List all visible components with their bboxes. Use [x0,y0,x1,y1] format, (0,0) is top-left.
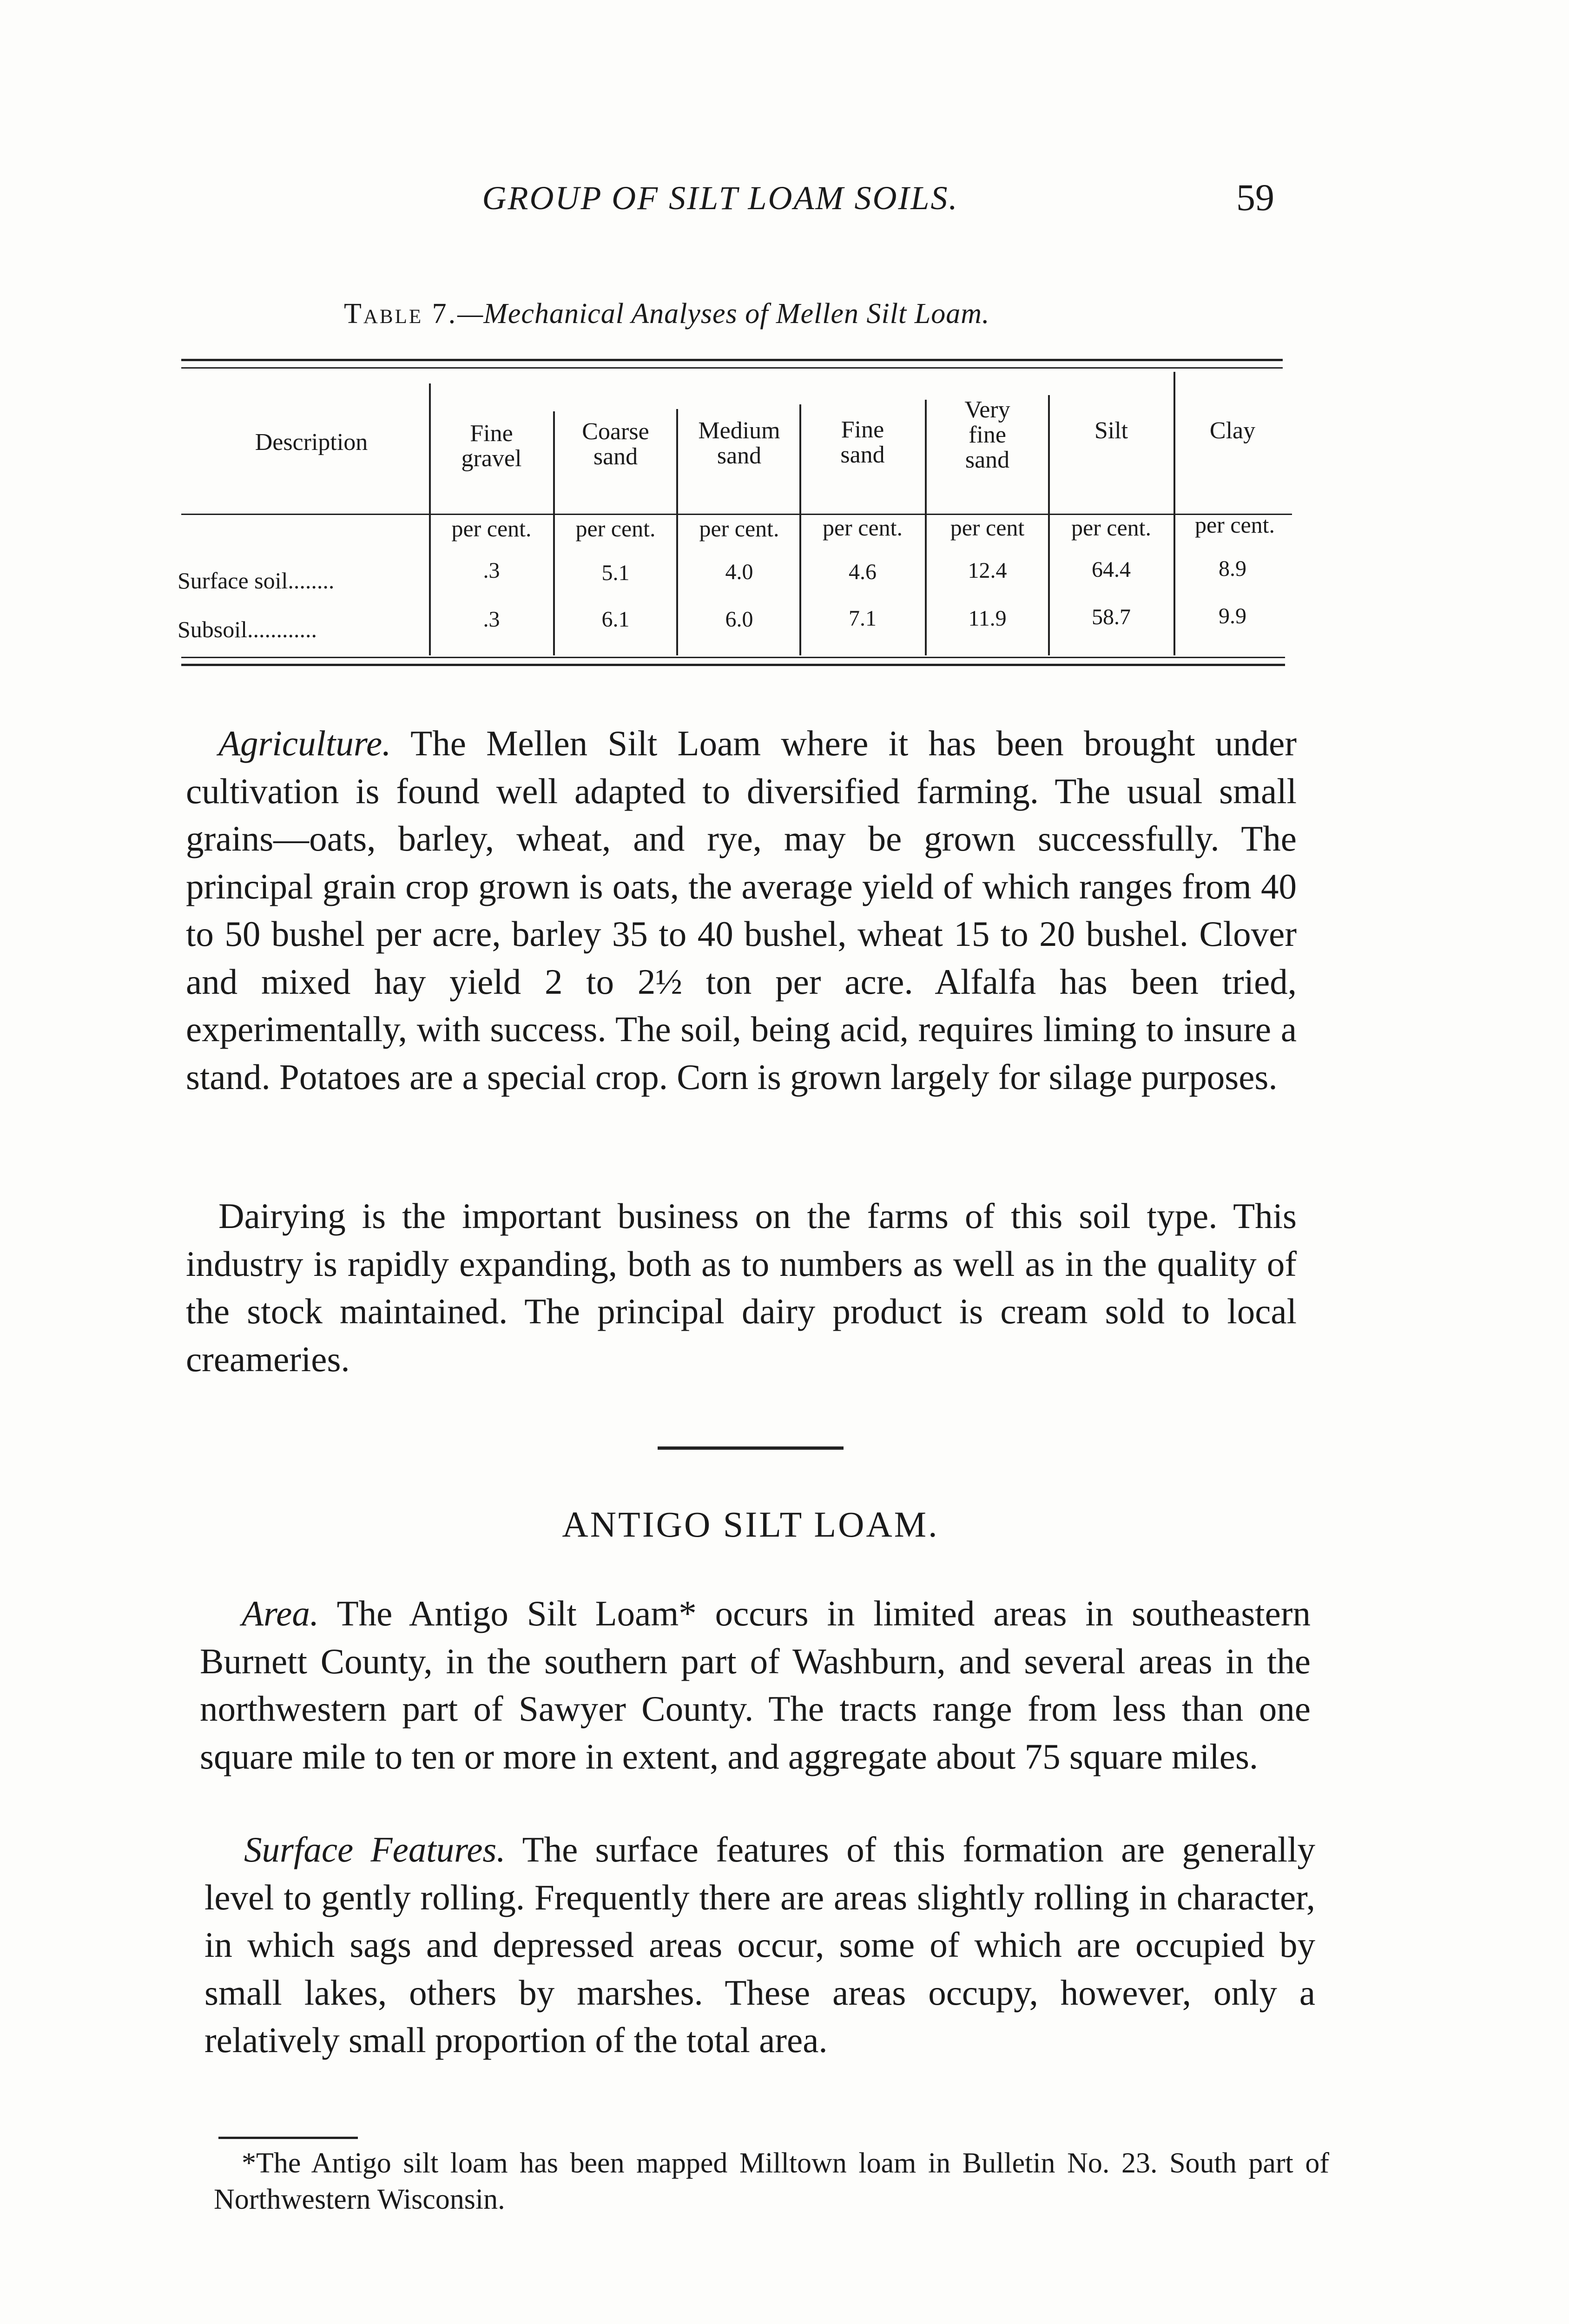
area-heading: Area. [242,1593,319,1633]
row-label: Subsoil............ [178,616,317,642]
dairying-paragraph [186,1192,1297,1383]
agriculture-heading: Agriculture. [218,723,391,763]
table-cell: 58.7 [1092,605,1131,629]
surface-features-body: The surface features of this formation are generally level to gently rolling. Frequently there are areas slightly rolling in character, in which sags and depressed areas occur, some of which are occupied by small lakes, others by marshes. These areas occupy, however, only a relatively small proportion of the total area. [204,1829,1315,2060]
table-cell: 6.1 [601,607,630,632]
table-cell: .3 [483,607,500,632]
table-caption-title: —Mechanical Analyses of Mellen Silt Loam. [457,298,990,330]
unit-label: per cent. [822,515,903,541]
agriculture-body: The Mellen Silt Loam where it has been brought under cultivation is found well adapted to diversified farming. The usual small grains—oats, barley, wheat, and rye, may be grown successfully. The principal grain crop grown is oats, the average yield of which ranges from 40 to 50 bushel per acre, barley 35 to 40 bushel, wheat 15 to 20 bushel. Clover and mixed hay yield 2 to 2½ ton per acre. Alfalfa has been tried, experimentally, with success. The soil, being acid, requires liming to insure a stand. Potatoes are a special crop. Corn is grown largely for silage purposes. [186,723,1297,1097]
table-cell: 4.6 [849,560,877,584]
table-cell: 64.4 [1092,557,1131,582]
table-caption-label: Table 7. [344,298,458,330]
table-cell: .3 [483,558,500,583]
table-cell: 8.9 [1219,556,1246,581]
column-header: Fine sand [840,416,885,468]
surface-features-heading: Surface Features. [244,1829,506,1869]
table-cell: 9.9 [1219,604,1246,628]
page-number: 59 [1236,176,1274,218]
area-body: The Antigo Silt Loam* occurs in limited areas in southeastern Burnett County, in the southern part of Washburn, and several areas in the northwestern part of Sawyer County. The tracts range from less than one square mile to ten or more in extent, and aggregate about 75 square miles. [200,1593,1311,1776]
column-header: Silt [1094,417,1128,444]
table-cell: 4.0 [725,560,753,584]
column-header: Very fine sand [964,396,1010,473]
table-top-rule-thin [181,367,1283,369]
footnote-rule [218,2137,358,2139]
table-cell: 12.4 [968,558,1007,583]
unit-label: per cent. [1194,512,1275,538]
table-cell: 11.9 [968,606,1007,631]
section-divider [658,1446,844,1450]
dairying-body: Dairying is the important business on the farms of this soil type. This industry is rapidly expanding, both as to numbers as well as in the quality of the stock maintained. The principal dairy product is cream sold to local creameries. [186,1196,1297,1379]
table-bottom-rule-thick [181,664,1285,666]
row-label: Surface soil........ [178,568,335,594]
column-header: Fine gravel [461,420,522,472]
table-cell: 7.1 [849,606,877,631]
unit-label: per cent [950,515,1025,541]
table-cell: 5.1 [601,561,630,585]
surface-features-paragraph [204,1826,1315,2064]
unit-label: per cent. [699,515,779,541]
table-cell: 6.0 [725,607,753,632]
table-top-rule [181,359,1283,361]
column-header: Clay [1209,417,1256,444]
table-caption [344,297,990,330]
unit-label: per cent. [451,515,532,541]
running-header: GROUP OF SILT LOAM SOILS. [482,179,959,217]
unit-label: per cent. [575,515,656,541]
footnote: *The Antigo silt loam has been mapped Milltown loam in Bulletin No. 23. South part of Northwestern Wisconsin. [214,2147,1329,2215]
area-paragraph [200,1590,1311,1780]
section-heading: ANTIGO SILT LOAM. [562,1504,939,1545]
table-bottom-rule [181,657,1285,658]
column-header: Medium sand [698,417,780,469]
column-header: Coarse sand [582,418,649,470]
unit-label: per cent. [1071,515,1152,541]
agriculture-paragraph [186,720,1297,1101]
column-header: Description [255,429,368,456]
